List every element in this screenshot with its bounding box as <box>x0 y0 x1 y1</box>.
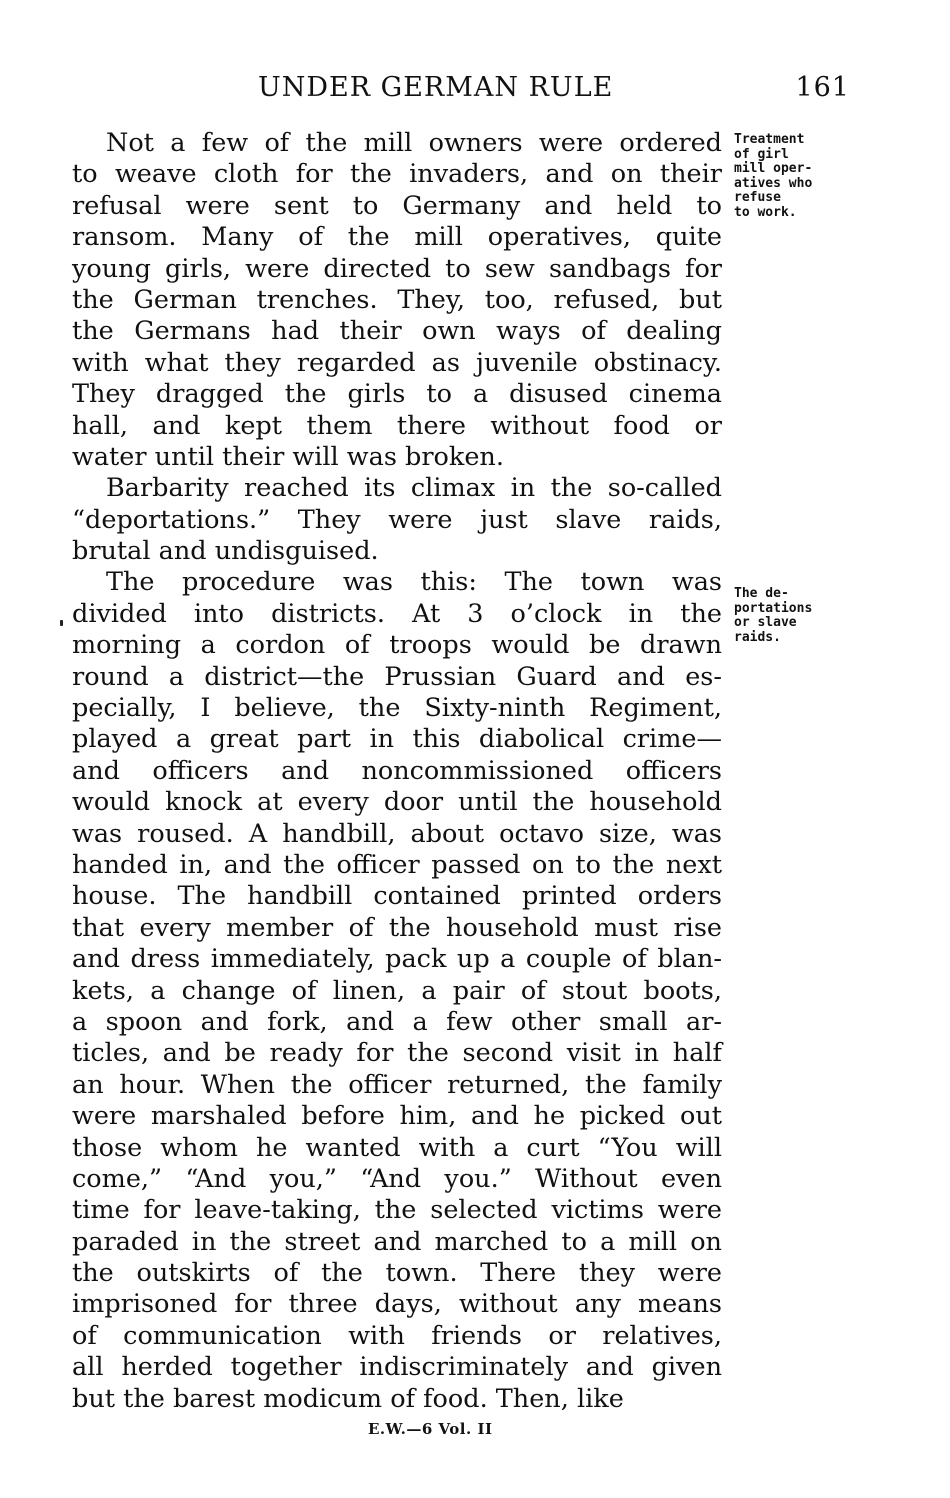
margin-note-line: mill oper- <box>734 161 813 177</box>
text-line: refusal were sent to Germany and held to <box>72 190 722 221</box>
text-line: morning a cordon of troops would be drawn <box>72 630 722 661</box>
margin-note-line: raids. <box>734 629 781 645</box>
margin-note-line: atives who <box>734 175 813 191</box>
margin-note-line: or slave <box>734 615 797 631</box>
text-line: with what they regarded as juvenile obstinacy. <box>72 347 722 378</box>
text-line: Not a few of the mill owners were ordered <box>106 128 722 158</box>
running-header <box>70 72 850 108</box>
text-line: young girls, were directed to sew sandbags for <box>72 253 722 284</box>
text-line: all herded together indiscriminately and given <box>72 1352 722 1383</box>
text-line: divided into districts. At 3 o’clock in the <box>72 598 722 629</box>
text-line: kets, a change of linen, a pair of stout boots, <box>72 975 722 1006</box>
margin-note-line: The de- <box>734 586 789 601</box>
text-line: the outskirts of the town. There they were <box>72 1258 722 1289</box>
text-line: handed in, and the officer passed on to the next <box>72 849 722 880</box>
page-number: 161 <box>795 72 850 103</box>
paragraph <box>72 567 722 1415</box>
text-line: ransom. Many of the mill operatives, quite <box>72 222 722 253</box>
print-speck <box>60 620 63 626</box>
text-line: would knock at every door until the household <box>72 787 722 818</box>
running-title: UNDER GERMAN RULE <box>258 72 614 103</box>
text-line: and officers and noncommissioned officers <box>72 755 722 786</box>
text-line: round a district—the Prussian Guard and es- <box>72 661 722 692</box>
text-line: The procedure was this: The town was <box>106 567 722 598</box>
text-line: time for leave-taking, the selected victims were <box>72 1195 722 1226</box>
text-line: was roused. A handbill, about octavo size, was <box>72 818 722 849</box>
text-line: the German trenches. They, too, refused, but <box>72 284 722 315</box>
text-line: They dragged the girls to a disused cinema <box>72 379 722 410</box>
text-line: pecially, I believe, the Sixty-ninth Regiment, <box>72 693 722 724</box>
text-line: to weave cloth for the invaders, and on their <box>72 159 722 190</box>
text-line: brutal and undisguised. <box>72 536 379 567</box>
margin-note-line: to work. <box>734 204 797 220</box>
text-line: played a great part in this diabolical crime— <box>72 724 722 755</box>
margin-note-line: portations <box>734 600 813 616</box>
text-line: were marshaled before him, and he picked out <box>72 1101 722 1132</box>
margin-note-line: refuse <box>734 190 781 206</box>
text-line: an hour. When the officer returned, the family <box>72 1069 722 1100</box>
text-line: Barbarity reached its climax in the so-called <box>106 473 722 504</box>
paragraph <box>72 128 722 473</box>
margin-note-line: of girl <box>734 146 789 162</box>
paragraph <box>72 473 722 567</box>
text-line: the Germans had their own ways of dealing <box>72 316 722 347</box>
text-line: and dress immediately, pack up a couple of blan- <box>72 944 722 975</box>
text-line: ticles, and be ready for the second visit in half <box>72 1038 722 1069</box>
text-line: that every member of the household must rise <box>72 912 722 943</box>
margin-note-treatment <box>734 133 849 221</box>
text-line: house. The handbill contained printed orders <box>72 881 722 912</box>
text-line: but the barest modicum of food. Then, like <box>72 1383 624 1414</box>
text-line: “deportations.” They were just slave raids, <box>72 504 722 535</box>
text-line: come,” “And you,” “And you.” Without even <box>72 1163 722 1194</box>
text-line: of communication with friends or relatives, <box>72 1320 722 1351</box>
text-line: a spoon and fork, and a few other small ar- <box>72 1006 722 1037</box>
text-line: those whom he wanted with a curt “You will <box>72 1132 722 1163</box>
body-text <box>72 128 722 1415</box>
text-line: paraded in the street and marched to a mill on <box>72 1226 722 1257</box>
footer-signature: E.W.—6 Vol. II <box>368 1420 493 1438</box>
text-line: hall, and kept them there without food or <box>72 410 722 441</box>
text-line: water until their will was broken. <box>72 441 504 472</box>
text-line: imprisoned for three days, without any means <box>72 1289 722 1320</box>
margin-note-line: Treatment <box>734 132 805 147</box>
margin-note-deportations <box>734 587 849 645</box>
